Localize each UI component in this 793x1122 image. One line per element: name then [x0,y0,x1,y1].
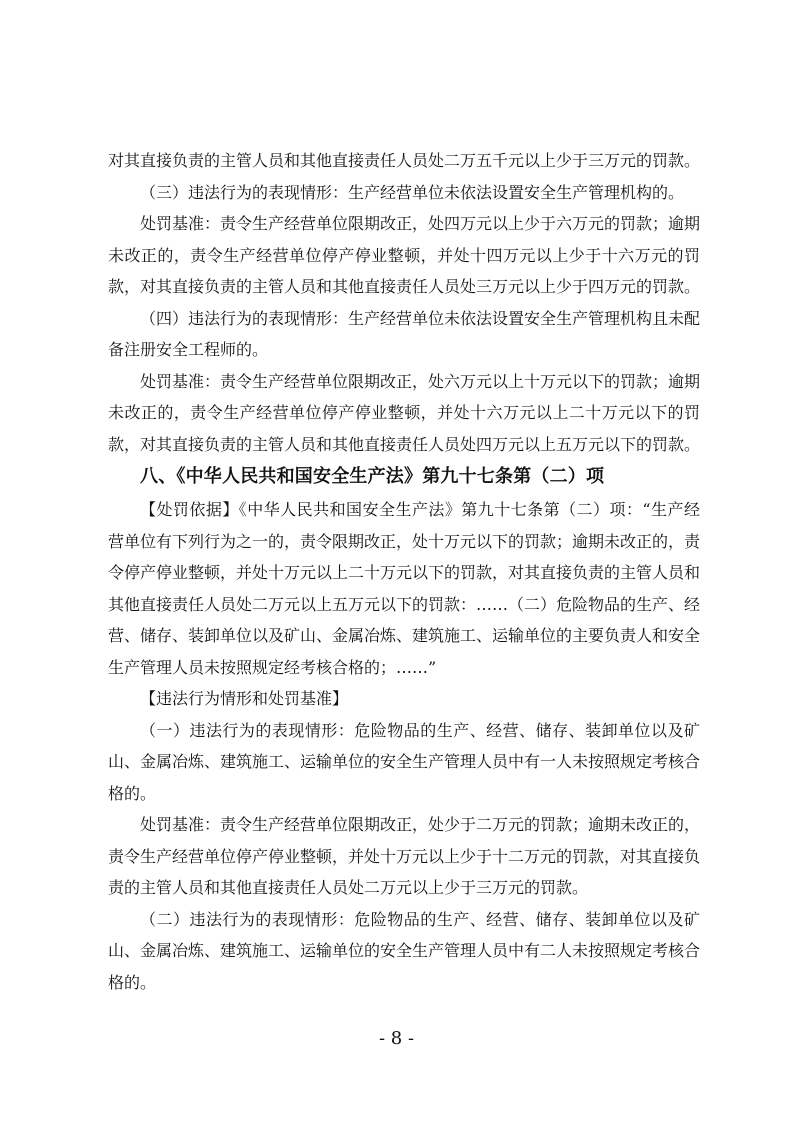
paragraph-case-three: （三）违法行为的表现情形：生产经营单位未依法设置安全生产管理机构的。 [140,182,685,202]
paragraph-continuation: 对其直接负责的主管人员和其他直接责任人员处二万五千元以上少于三万元的罚款。 [108,151,701,170]
paragraph-legal-basis: 【处罚依据】《中华人民共和国安全生产法》第九十七条第（二）项：“生产经营单位有下列行为之一的，责令限期改正，处十万元以下的罚款；逾期未改正的，责令停产停业整顿，并处十万元以上二十万元以下的罚款，对其直接负责的主管人员和其他直接责任人员处二万元以上五万元以下的罚款：……（二）危险物品的生产、经营、储存、装卸单位以及矿山、金属冶炼、建筑施工、运输单位的主要负责人和安全生产管理人员未按照规定经考核合格的；……” [108,500,701,677]
paragraph-case-one: （一）违法行为的表现情形：危险物品的生产、经营、储存、装卸单位以及矿山、金属冶炼、建筑施工、运输单位的安全生产管理人员中有一人未按照规定考核合格的。 [108,720,701,803]
page-number: - 8 - [378,1028,415,1049]
paragraph-subheading: 【违法行为情形和处罚基准】 [140,689,349,708]
paragraph-case-four: （四）违法行为的表现情形：生产经营单位未依法设置安全生产管理机构且未配备注册安全工程师的。 [108,308,701,359]
paragraph-case-two: （二）违法行为的表现情形：危险物品的生产、经营、储存、装卸单位以及矿山、金属冶炼、建筑施工、运输单位的安全生产管理人员中有二人未按照规定考核合格的。 [108,909,701,992]
paragraph-penalty-three: 处罚基准：责令生产经营单位限期改正，处四万元以上少于六万元的罚款；逾期未改正的，责令生产经营单位停产停业整顿，并处十四万元以上少于十六万元的罚款，对其直接负责的主管人员和其他直接责任人员处三万元以上少于四万元的罚款。 [108,214,701,296]
section-heading: 八、《中华人民共和国安全生产法》第九十七条第（二）项 [140,466,605,487]
paragraph-penalty-one: 处罚基准：责令生产经营单位限期改正，处少于二万元的罚款；逾期未改正的，责令生产经营单位停产停业整顿，并处十万元以上少于十二万元的罚款，对其直接负责的主管人员和其他直接责任人员处二万元以上少于三万元的罚款。 [108,815,701,897]
paragraph-penalty-four: 处罚基准：责令生产经营单位限期改正，处六万元以上十万元以下的罚款；逾期未改正的，责令生产经营单位停产停业整顿，并处十六万元以上二十万元以下的罚款，对其直接负责的主管人员和其他直接责任人员处四万元以上五万元以下的罚款。 [108,371,701,454]
document-body [108,145,700,998]
